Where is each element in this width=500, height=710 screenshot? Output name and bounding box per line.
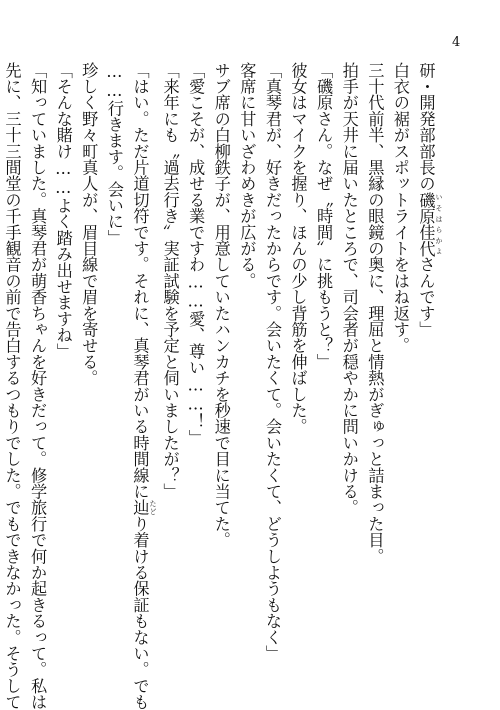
ruby-tado: 辿 たど [130,499,157,516]
text-line-4: 拍手が天井に届いたところで、司会者が穏やかに問いかける。 [339,62,359,516]
text-line-8: 客席に甘いざわめきが広がる。 [237,62,257,289]
text-line-7: 「真琴君が、好きだったからです。会いたくて。会いたくて、どうしようもなく」 [262,62,282,662]
text-line-9: サブ席の白柳鉄子が、用意していたハンカチを秒速で目に当てた。 [211,62,231,548]
text-line-11: 「来年にも〝過去行き〟実証試験を予定と伺いましたが？」 [160,62,180,500]
ruby-isohara: 磯原佳代 いそはらかよ [416,191,443,257]
text-line-17: 先に、三十三間堂の千手観音の前で告白するつもりでした。でもできなかった。そうして [2,62,22,710]
vertical-text-block [2,62,443,710]
text-line-1: 研・開発部部長の磯原佳代 いそはらかよさんです」 [416,62,443,338]
text-line-13: ……行きます。会いに」 [104,62,124,246]
text-line-15: 「そんな賭け……よく踏み出せますね」 [53,62,73,360]
text-line-6: 彼女はマイクを握り、ほんの少し背筋を伸ばした。 [288,62,308,435]
text-line-12: 「はい。ただ片道切符です。それに、真琴君がいる時間線に辿 たどり着ける保証もない。でも [130,62,157,710]
text-line-3: 三十代前半、黒縁の眼鏡の奥に、理屈と情熱がぎゅっと詰まった目。 [365,62,385,565]
text-line-2: 白衣の裾がスポットライトをはね返す。 [390,62,410,354]
page-number: 4 [452,35,461,50]
text-line-5: 「磯原さん。なぜ〝時間〟に挑もうと？」 [314,62,334,370]
text-line-10: 「愛こそが、成せる業ですわ……愛、尊い……！」 [186,62,206,446]
text-line-16: 「知っていました。真琴君が萌香ちゃんを好きだって。修学旅行で何か起きるって。私は [28,62,48,710]
text-line-14: 珍しく野々町真人が、眉目線で眉を寄せる。 [79,62,99,386]
